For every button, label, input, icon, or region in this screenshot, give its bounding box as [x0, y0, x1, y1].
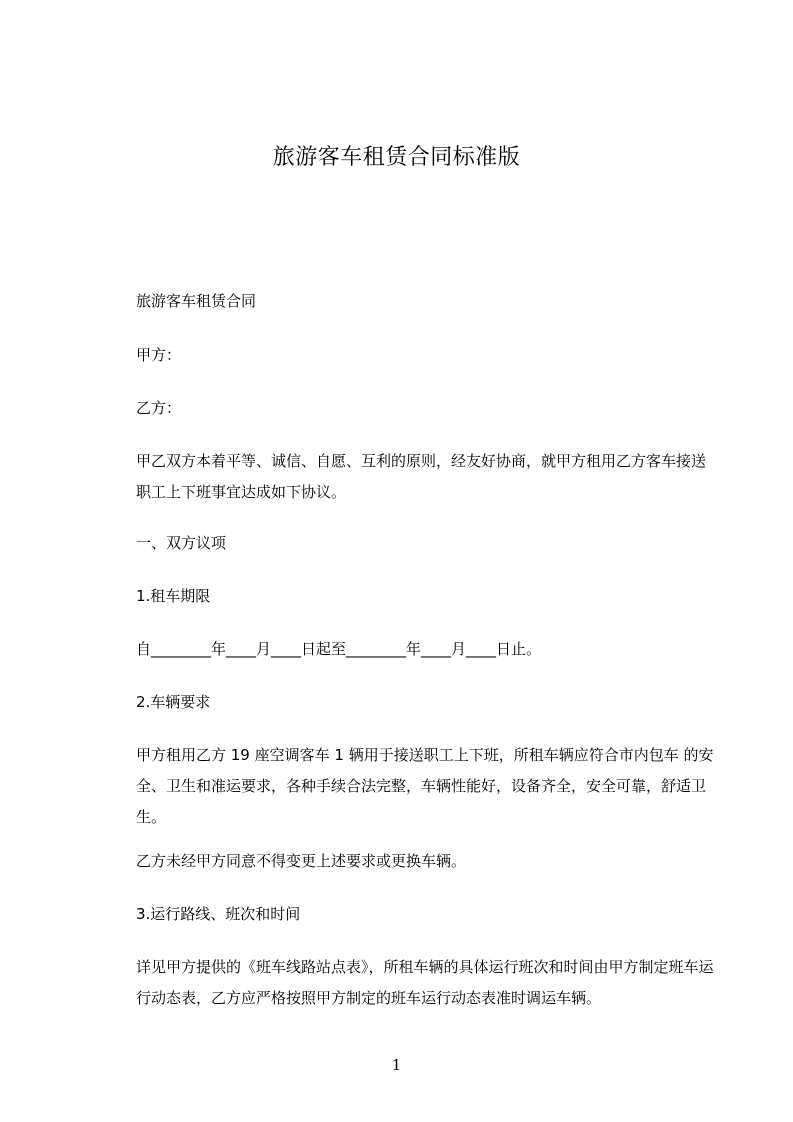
page-number: 1 — [391, 1056, 402, 1074]
party-a-line: 甲方： — [136, 346, 182, 364]
route-schedule-paragraph: 详见甲方提供的《班车线路站点表》，所租车辆的具体运行班次和时间由甲方制定班车运行动态表，乙方应严格按照甲方制定的班车运行动态表准时调运车辆。 — [136, 958, 714, 1007]
clause-heading-rental-period: 1.租车期限 — [136, 587, 211, 605]
vehicle-change-paragraph: 乙方未经甲方同意不得变更上述要求或更换车辆。 — [136, 852, 467, 870]
clause-heading-vehicle-requirements: 2.车辆要求 — [136, 693, 211, 711]
vehicle-requirements-paragraph: 甲方租用乙方 19 座空调客车 1 辆用于接送职工上下班，所租车辆应符合市内包车 的安全、卫生和准运要求，各种手续合法完整，车辆性能好，设备齐全，安全可靠，舒适卫生。 — [136, 746, 714, 826]
rental-period-line: 自________年____月____日起至________年____月____日止。 — [136, 640, 542, 658]
party-b-line: 乙方： — [136, 399, 182, 417]
document-title: 旅游客车租赁合同标准版 — [272, 145, 521, 170]
clause-heading-route-schedule: 3.运行路线、班次和时间 — [136, 905, 301, 923]
contract-heading: 旅游客车租赁合同 — [136, 292, 257, 310]
section-heading-1: 一、双方议项 — [136, 534, 227, 552]
preamble-paragraph: 甲乙双方本着平等、诚信、自愿、互利的原则，经友好协商，就甲方租用乙方客车接送职工上下班事宜达成如下协议。 — [136, 452, 707, 501]
